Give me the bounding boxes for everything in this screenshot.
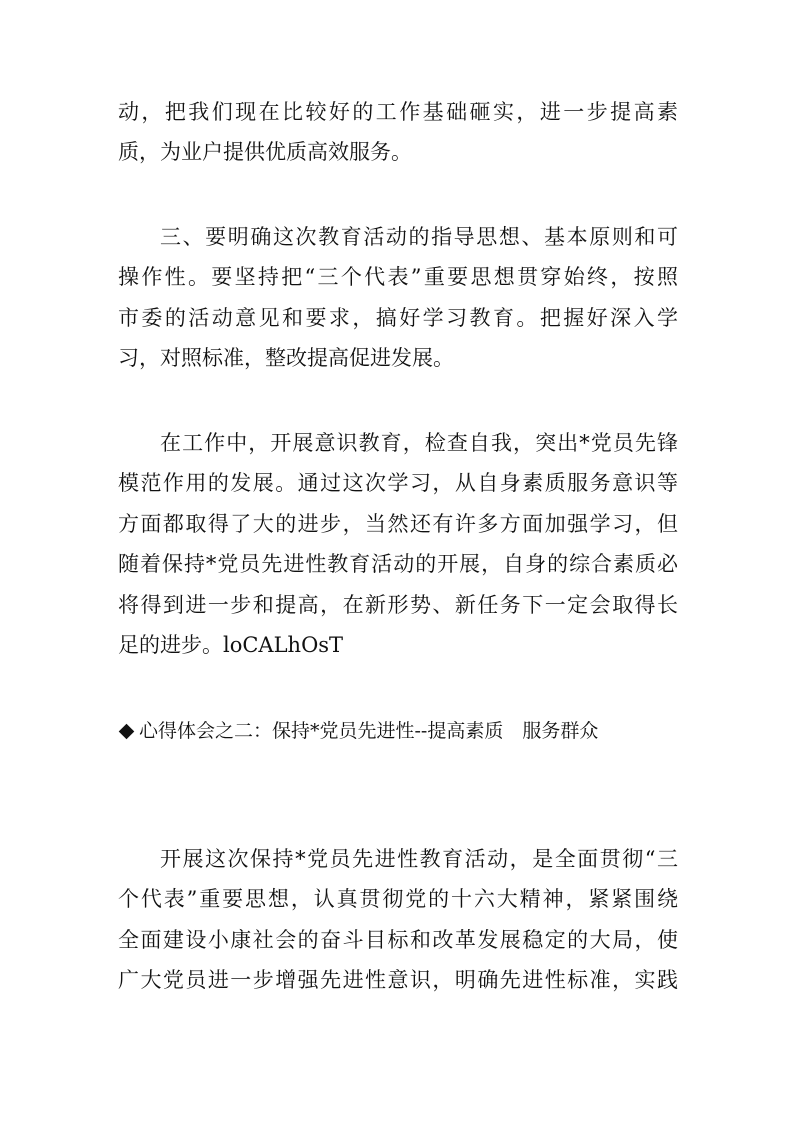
paragraph-2-line-1: 三、要明确这次教育活动的指导思想、基本原则和可 bbox=[160, 225, 678, 249]
paragraph-2-line-4: 习，对照标准，整改提高促进发展。 bbox=[118, 346, 454, 370]
diamond-icon bbox=[119, 723, 135, 739]
paragraph-3-line-3: 方面都取得了大的进步，当然还有许多方面加强学习，但 bbox=[118, 512, 678, 536]
paragraph-1-line-1: 动，把我们现在比较好的工作基础砸实，进一步提高素 bbox=[118, 100, 678, 124]
paragraph-3-line-6: 足的进步。loCALhOsT bbox=[118, 633, 344, 657]
paragraph-3-line-5: 将得到进一步和提高，在新形势、新任务下一定会取得长 bbox=[118, 593, 678, 617]
paragraph-1-line-2: 质，为业户提供优质高效服务。 bbox=[118, 140, 412, 164]
paragraph-3-line-2: 模范作用的发展。通过这次学习，从自身素质服务意识等 bbox=[118, 471, 678, 495]
paragraph-2-line-2: 操作性。要坚持把“三个代表”重要思想贯穿始终，按照 bbox=[118, 265, 678, 289]
paragraph-4-line-3: 全面建设小康社会的奋斗目标和改革发展稳定的大局，使 bbox=[118, 928, 678, 952]
section-heading-text: 心得体会之二：保持*党员先进性--提高素质 服务群众 bbox=[139, 720, 599, 742]
paragraph-4-line-1: 开展这次保持*党员先进性教育活动，是全面贯彻“三 bbox=[160, 847, 678, 871]
section-heading bbox=[118, 716, 698, 746]
paragraph-3-line-4: 随着保持*党员先进性教育活动的开展，自身的综合素质必 bbox=[118, 552, 678, 576]
paragraph-4-line-4: 广大党员进一步增强先进性意识，明确先进性标准，实践 bbox=[118, 968, 678, 992]
paragraph-2-line-3: 市委的活动意见和要求，搞好学习教育。把握好深入学 bbox=[118, 306, 678, 330]
paragraph-4-line-2: 个代表”重要思想，认真贯彻党的十六大精神，紧紧围绕 bbox=[118, 887, 678, 911]
paragraph-3-line-1: 在工作中，开展意识教育，检查自我，突出*党员先锋 bbox=[160, 431, 678, 455]
